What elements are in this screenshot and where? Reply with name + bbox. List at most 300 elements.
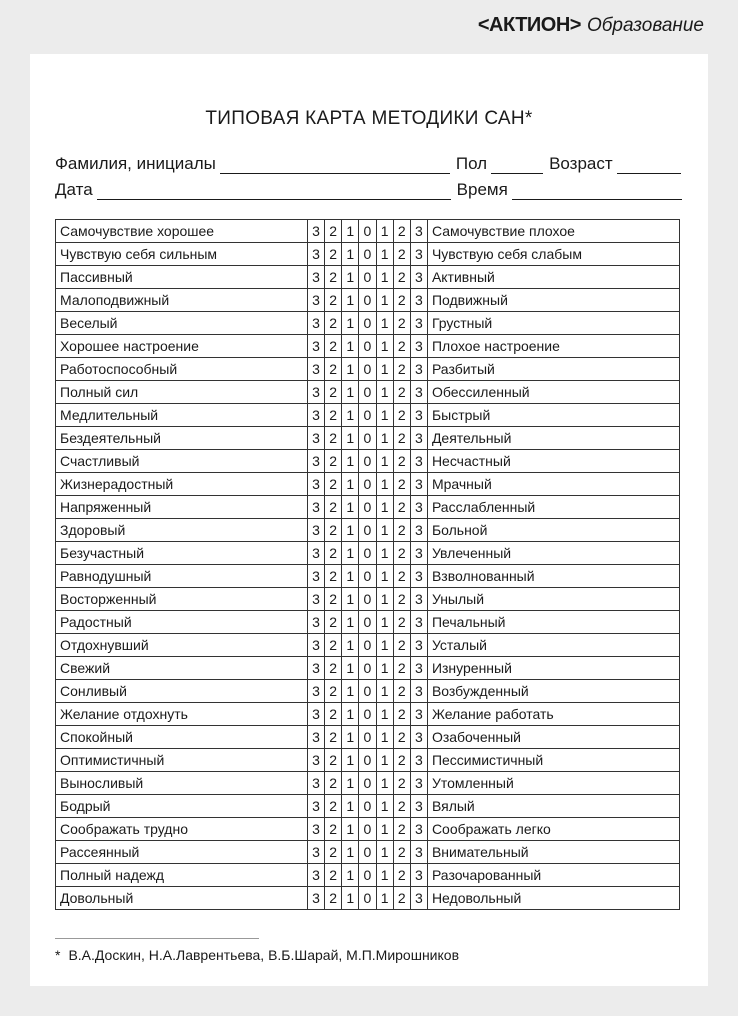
scale-score-cell[interactable]: 0 [359,657,376,680]
scale-score-cell[interactable]: 1 [376,703,393,726]
scale-score-cell[interactable]: 2 [393,565,410,588]
scale-score-cell[interactable]: 1 [342,473,359,496]
table-row [56,772,680,795]
scale-score-cell[interactable]: 1 [376,565,393,588]
scale-score-cell[interactable]: 3 [410,680,427,703]
scale-score-cell[interactable]: 3 [410,473,427,496]
row-right-adjective: Внимательный [427,841,679,864]
row-right-adjective: Грустный [427,312,679,335]
scale-score-cell[interactable]: 3 [410,657,427,680]
scale-score-cell[interactable]: 3 [410,887,427,910]
scale-score-cell[interactable]: 2 [325,818,342,841]
scale-score-cell[interactable]: 1 [376,841,393,864]
scale-score-cell[interactable]: 0 [359,795,376,818]
scale-score-cell[interactable]: 1 [342,680,359,703]
row-left-adjective: Напряженный [56,496,308,519]
scale-score-cell[interactable]: 1 [376,404,393,427]
table-row [56,749,680,772]
san-scale-table [55,219,680,910]
scale-score-cell[interactable]: 1 [342,864,359,887]
scale-score-cell[interactable]: 0 [359,427,376,450]
scale-score-cell[interactable]: 3 [307,266,324,289]
row-left-adjective: Пассивный [56,266,308,289]
table-row [56,220,680,243]
scale-score-cell[interactable]: 2 [393,427,410,450]
scale-score-cell[interactable]: 2 [393,450,410,473]
scale-score-cell[interactable]: 2 [393,473,410,496]
table-row [56,795,680,818]
scale-score-cell[interactable]: 2 [393,887,410,910]
scale-score-cell[interactable]: 2 [325,841,342,864]
row-left-adjective: Полный сил [56,381,308,404]
scale-score-cell[interactable]: 2 [325,749,342,772]
scale-score-cell[interactable]: 0 [359,450,376,473]
scale-score-cell[interactable]: 2 [393,358,410,381]
row-right-adjective: Подвижный [427,289,679,312]
table-row [56,335,680,358]
scale-score-cell[interactable]: 2 [393,312,410,335]
scale-score-cell[interactable]: 3 [307,841,324,864]
scale-score-cell[interactable]: 2 [325,243,342,266]
scale-score-cell[interactable]: 3 [307,519,324,542]
scale-score-cell[interactable]: 3 [410,266,427,289]
scale-score-cell[interactable]: 0 [359,864,376,887]
scale-score-cell[interactable]: 3 [307,220,324,243]
scale-score-cell[interactable]: 3 [307,358,324,381]
form-sheet [30,54,708,986]
scale-score-cell[interactable]: 2 [393,726,410,749]
row-right-adjective: Унылый [427,588,679,611]
scale-score-cell[interactable]: 2 [325,772,342,795]
scale-score-cell[interactable]: 1 [376,496,393,519]
age-field[interactable] [617,155,681,174]
row-right-adjective: Взволнованный [427,565,679,588]
form-row-datetime [55,178,683,200]
table-row [56,588,680,611]
row-left-adjective: Работоспособный [56,358,308,381]
sex-label: Пол [455,154,488,173]
scale-score-cell[interactable]: 3 [410,542,427,565]
scale-score-cell[interactable]: 3 [307,795,324,818]
row-right-adjective: Расслабленный [427,496,679,519]
scale-score-cell[interactable]: 3 [410,335,427,358]
scale-score-cell[interactable]: 1 [376,427,393,450]
footnote [55,947,459,963]
scale-score-cell[interactable]: 0 [359,680,376,703]
scale-score-cell[interactable]: 1 [376,611,393,634]
scale-score-cell[interactable]: 2 [393,220,410,243]
scale-score-cell[interactable]: 1 [342,772,359,795]
scale-score-cell[interactable]: 1 [342,588,359,611]
scale-score-cell[interactable]: 1 [376,335,393,358]
scale-score-cell[interactable]: 1 [376,657,393,680]
scale-score-cell[interactable]: 1 [376,749,393,772]
scale-score-cell[interactable]: 1 [376,312,393,335]
scale-score-cell[interactable]: 2 [325,542,342,565]
scale-score-cell[interactable]: 3 [307,427,324,450]
scale-score-cell[interactable]: 0 [359,841,376,864]
scale-score-cell[interactable]: 3 [307,818,324,841]
time-label: Время [456,180,508,199]
scale-score-cell[interactable]: 3 [307,496,324,519]
scale-score-cell[interactable]: 1 [342,404,359,427]
scale-score-cell[interactable]: 2 [393,772,410,795]
scale-score-cell[interactable]: 2 [393,749,410,772]
footnote-text: В.А.Доскин, Н.А.Лаврентьева, В.Б.Шарай, М.П.Мирошников [68,947,460,963]
row-right-adjective: Обессиленный [427,381,679,404]
scale-score-cell[interactable]: 1 [342,335,359,358]
footnote-marker: * [55,947,61,963]
scale-score-cell[interactable]: 1 [376,542,393,565]
date-label: Дата [55,180,93,199]
row-left-adjective: Рассеянный [56,841,308,864]
scale-score-cell[interactable]: 2 [325,220,342,243]
row-right-adjective: Самочувствие плохое [427,220,679,243]
table-row [56,818,680,841]
scale-score-cell[interactable]: 1 [342,749,359,772]
scale-score-cell[interactable]: 1 [342,312,359,335]
row-left-adjective: Медлительный [56,404,308,427]
scale-score-cell[interactable]: 2 [325,634,342,657]
scale-score-cell[interactable]: 0 [359,634,376,657]
scale-score-cell[interactable]: 3 [410,588,427,611]
scale-score-cell[interactable]: 2 [325,657,342,680]
row-right-adjective: Желание работать [427,703,679,726]
scale-score-cell[interactable]: 3 [410,634,427,657]
scale-score-cell[interactable]: 2 [393,795,410,818]
row-left-adjective: Веселый [56,312,308,335]
time-field[interactable] [512,181,682,200]
scale-score-cell[interactable]: 2 [325,473,342,496]
scale-score-cell[interactable]: 3 [410,703,427,726]
scale-score-cell[interactable]: 2 [325,680,342,703]
scale-score-cell[interactable]: 3 [410,450,427,473]
scale-score-cell[interactable]: 3 [307,289,324,312]
scale-score-cell[interactable]: 1 [342,358,359,381]
scale-score-cell[interactable]: 1 [342,450,359,473]
scale-score-cell[interactable]: 1 [342,266,359,289]
scale-score-cell[interactable]: 2 [325,335,342,358]
table-row [56,864,680,887]
scale-score-cell[interactable]: 2 [325,703,342,726]
scale-score-cell[interactable]: 1 [342,519,359,542]
row-left-adjective: Сонливый [56,680,308,703]
row-left-adjective: Равнодушный [56,565,308,588]
scale-score-cell[interactable]: 1 [342,381,359,404]
scale-score-cell[interactable]: 0 [359,772,376,795]
scale-score-cell[interactable]: 0 [359,404,376,427]
scale-score-cell[interactable]: 1 [342,818,359,841]
scale-score-cell[interactable]: 3 [410,565,427,588]
row-right-adjective: Несчастный [427,450,679,473]
scale-score-cell[interactable]: 3 [410,726,427,749]
scale-score-cell[interactable]: 2 [325,312,342,335]
scale-score-cell[interactable]: 1 [342,565,359,588]
scale-score-cell[interactable]: 1 [376,680,393,703]
scale-score-cell[interactable]: 0 [359,703,376,726]
row-right-adjective: Усталый [427,634,679,657]
scale-score-cell[interactable]: 1 [342,726,359,749]
scale-score-cell[interactable]: 3 [410,519,427,542]
scale-score-cell[interactable]: 2 [393,680,410,703]
scale-score-cell[interactable]: 1 [376,864,393,887]
scale-score-cell[interactable]: 3 [307,749,324,772]
row-right-adjective: Печальный [427,611,679,634]
scale-score-cell[interactable]: 3 [410,220,427,243]
row-right-adjective: Изнуренный [427,657,679,680]
scale-score-cell[interactable]: 0 [359,611,376,634]
scale-score-cell[interactable]: 2 [393,381,410,404]
scale-score-cell[interactable]: 2 [325,611,342,634]
scale-score-cell[interactable]: 3 [410,795,427,818]
row-left-adjective: Малоподвижный [56,289,308,312]
scale-score-cell[interactable]: 3 [410,427,427,450]
scale-score-cell[interactable]: 1 [376,381,393,404]
scale-score-cell[interactable]: 0 [359,887,376,910]
surname-field[interactable] [220,155,450,174]
scale-score-cell[interactable]: 2 [393,542,410,565]
scale-score-cell[interactable]: 3 [410,381,427,404]
row-right-adjective: Возбужденный [427,680,679,703]
scale-score-cell[interactable]: 3 [410,772,427,795]
scale-score-cell[interactable]: 2 [325,795,342,818]
scale-score-cell[interactable]: 1 [342,243,359,266]
scale-score-cell[interactable]: 3 [307,312,324,335]
scale-score-cell[interactable]: 2 [393,864,410,887]
scale-score-cell[interactable]: 1 [342,496,359,519]
scale-score-cell[interactable]: 1 [376,772,393,795]
scale-score-cell[interactable]: 3 [307,381,324,404]
scale-score-cell[interactable]: 2 [393,588,410,611]
scale-score-cell[interactable]: 3 [307,565,324,588]
scale-score-cell[interactable]: 1 [376,588,393,611]
table-row [56,680,680,703]
scale-score-cell[interactable]: 3 [410,312,427,335]
row-left-adjective: Самочувствие хорошее [56,220,308,243]
table-row [56,450,680,473]
scale-score-cell[interactable]: 0 [359,588,376,611]
scale-score-cell[interactable]: 1 [376,243,393,266]
scale-score-cell[interactable]: 0 [359,266,376,289]
sex-field[interactable] [491,155,543,174]
row-right-adjective: Чувствую себя слабым [427,243,679,266]
scale-score-cell[interactable]: 0 [359,496,376,519]
scale-score-cell[interactable]: 2 [393,243,410,266]
row-left-adjective: Выносливый [56,772,308,795]
row-right-adjective: Быстрый [427,404,679,427]
row-left-adjective: Здоровый [56,519,308,542]
scale-score-cell[interactable]: 1 [342,220,359,243]
table-row [56,657,680,680]
scale-score-cell[interactable]: 0 [359,312,376,335]
scale-score-cell[interactable]: 1 [376,519,393,542]
scale-score-cell[interactable]: 1 [376,795,393,818]
row-left-adjective: Счастливый [56,450,308,473]
row-right-adjective: Пессимистичный [427,749,679,772]
table-row [56,381,680,404]
scale-score-cell[interactable]: 0 [359,243,376,266]
row-left-adjective: Бодрый [56,795,308,818]
scale-score-cell[interactable]: 3 [307,634,324,657]
scale-score-cell[interactable]: 3 [307,772,324,795]
scale-score-cell[interactable]: 0 [359,726,376,749]
scale-score-cell[interactable]: 3 [307,864,324,887]
row-right-adjective: Деятельный [427,427,679,450]
scale-score-cell[interactable]: 1 [342,841,359,864]
scale-score-cell[interactable]: 0 [359,358,376,381]
scale-score-cell[interactable]: 2 [393,289,410,312]
scale-score-cell[interactable]: 3 [410,611,427,634]
scale-score-cell[interactable]: 2 [325,358,342,381]
scale-score-cell[interactable]: 0 [359,289,376,312]
scale-score-cell[interactable]: 3 [410,749,427,772]
scale-score-cell[interactable]: 2 [325,726,342,749]
scale-score-cell[interactable]: 3 [307,542,324,565]
scale-score-cell[interactable]: 2 [325,289,342,312]
scale-score-cell[interactable]: 3 [307,726,324,749]
row-right-adjective: Разбитый [427,358,679,381]
table-row [56,703,680,726]
scale-score-cell[interactable]: 3 [307,887,324,910]
brand-subtitle: Образование [586,14,704,36]
row-left-adjective: Жизнерадостный [56,473,308,496]
scale-score-cell[interactable]: 0 [359,335,376,358]
scale-score-cell[interactable]: 1 [376,726,393,749]
scale-score-cell[interactable]: 2 [325,427,342,450]
row-left-adjective: Отдохнувший [56,634,308,657]
scale-score-cell[interactable]: 3 [307,657,324,680]
scale-score-cell[interactable]: 0 [359,473,376,496]
scale-score-cell[interactable]: 3 [307,703,324,726]
brand-wordmark: <АКТИОН> [477,14,581,36]
row-right-adjective: Недовольный [427,887,679,910]
scale-score-cell[interactable]: 1 [376,358,393,381]
scale-score-cell[interactable]: 1 [376,634,393,657]
table-row [56,266,680,289]
scale-score-cell[interactable]: 1 [342,703,359,726]
scale-score-cell[interactable]: 2 [393,841,410,864]
scale-score-cell[interactable]: 3 [307,450,324,473]
scale-score-cell[interactable]: 3 [410,864,427,887]
scale-score-cell[interactable]: 1 [342,887,359,910]
row-left-adjective: Полный надежд [56,864,308,887]
scale-score-cell[interactable]: 1 [342,542,359,565]
scale-score-cell[interactable]: 1 [342,634,359,657]
scale-score-cell[interactable]: 2 [393,496,410,519]
table-row [56,726,680,749]
row-right-adjective: Плохое настроение [427,335,679,358]
table-row [56,542,680,565]
age-label: Возраст [549,154,613,173]
scale-score-cell[interactable]: 3 [410,358,427,381]
scale-score-cell[interactable]: 3 [410,496,427,519]
footnote-divider [55,938,259,939]
table-row [56,404,680,427]
scale-score-cell[interactable]: 0 [359,749,376,772]
scale-score-cell[interactable]: 3 [307,611,324,634]
scale-score-cell[interactable]: 2 [393,335,410,358]
row-right-adjective: Активный [427,266,679,289]
page-title: ТИПОВАЯ КАРТА МЕТОДИКИ САН* [205,108,533,129]
scale-score-cell[interactable]: 1 [376,818,393,841]
scale-score-cell[interactable]: 2 [393,634,410,657]
scale-score-cell[interactable]: 3 [410,404,427,427]
scale-score-cell[interactable]: 2 [325,496,342,519]
scale-score-cell[interactable]: 1 [376,450,393,473]
scale-score-cell[interactable]: 3 [307,404,324,427]
scale-score-cell[interactable]: 1 [376,266,393,289]
form-row-identity [55,152,683,174]
scale-score-cell[interactable]: 0 [359,519,376,542]
scale-score-cell[interactable]: 2 [325,588,342,611]
scale-score-cell[interactable]: 1 [342,427,359,450]
scale-score-cell[interactable]: 1 [376,220,393,243]
scale-score-cell[interactable]: 3 [307,588,324,611]
scale-score-cell[interactable]: 0 [359,381,376,404]
scale-score-cell[interactable]: 2 [393,611,410,634]
scale-score-cell[interactable]: 0 [359,220,376,243]
scale-score-cell[interactable]: 0 [359,565,376,588]
scale-score-cell[interactable]: 2 [393,519,410,542]
scale-score-cell[interactable]: 1 [342,289,359,312]
scale-score-cell[interactable]: 1 [342,611,359,634]
scale-score-cell[interactable]: 3 [410,243,427,266]
scale-score-cell[interactable]: 2 [325,864,342,887]
scale-score-cell[interactable]: 2 [325,565,342,588]
scale-score-cell[interactable]: 2 [393,657,410,680]
scale-score-cell[interactable]: 1 [342,657,359,680]
scale-score-cell[interactable]: 2 [325,887,342,910]
scale-score-cell[interactable]: 3 [410,289,427,312]
scale-score-cell[interactable]: 1 [342,795,359,818]
scale-score-cell[interactable]: 1 [376,473,393,496]
scale-score-cell[interactable]: 3 [307,243,324,266]
scale-score-cell[interactable]: 0 [359,542,376,565]
table-row [56,312,680,335]
table-row [56,473,680,496]
scale-score-cell[interactable]: 3 [410,818,427,841]
scale-score-cell[interactable]: 2 [325,519,342,542]
scale-score-cell[interactable]: 0 [359,818,376,841]
scale-score-cell[interactable]: 2 [325,404,342,427]
row-left-adjective: Чувствую себя сильным [56,243,308,266]
row-left-adjective: Восторженный [56,588,308,611]
scale-score-cell[interactable]: 2 [393,818,410,841]
scale-score-cell[interactable]: 3 [307,473,324,496]
scale-score-cell[interactable]: 3 [307,335,324,358]
scale-score-cell[interactable]: 2 [325,450,342,473]
scale-score-cell[interactable]: 2 [393,703,410,726]
scale-score-cell[interactable]: 2 [393,404,410,427]
table-row [56,841,680,864]
table-row [56,634,680,657]
scale-score-cell[interactable]: 1 [376,289,393,312]
table-row [56,427,680,450]
row-right-adjective: Разочарованный [427,864,679,887]
scale-score-cell[interactable]: 2 [325,266,342,289]
scale-score-cell[interactable]: 1 [376,887,393,910]
date-field[interactable] [97,181,451,200]
scale-score-cell[interactable]: 2 [325,381,342,404]
row-right-adjective: Вялый [427,795,679,818]
row-left-adjective: Безучастный [56,542,308,565]
scale-score-cell[interactable]: 3 [410,841,427,864]
row-left-adjective: Хорошее настроение [56,335,308,358]
table-row [56,358,680,381]
scale-score-cell[interactable]: 3 [307,680,324,703]
table-row [56,887,680,910]
scale-score-cell[interactable]: 2 [393,266,410,289]
